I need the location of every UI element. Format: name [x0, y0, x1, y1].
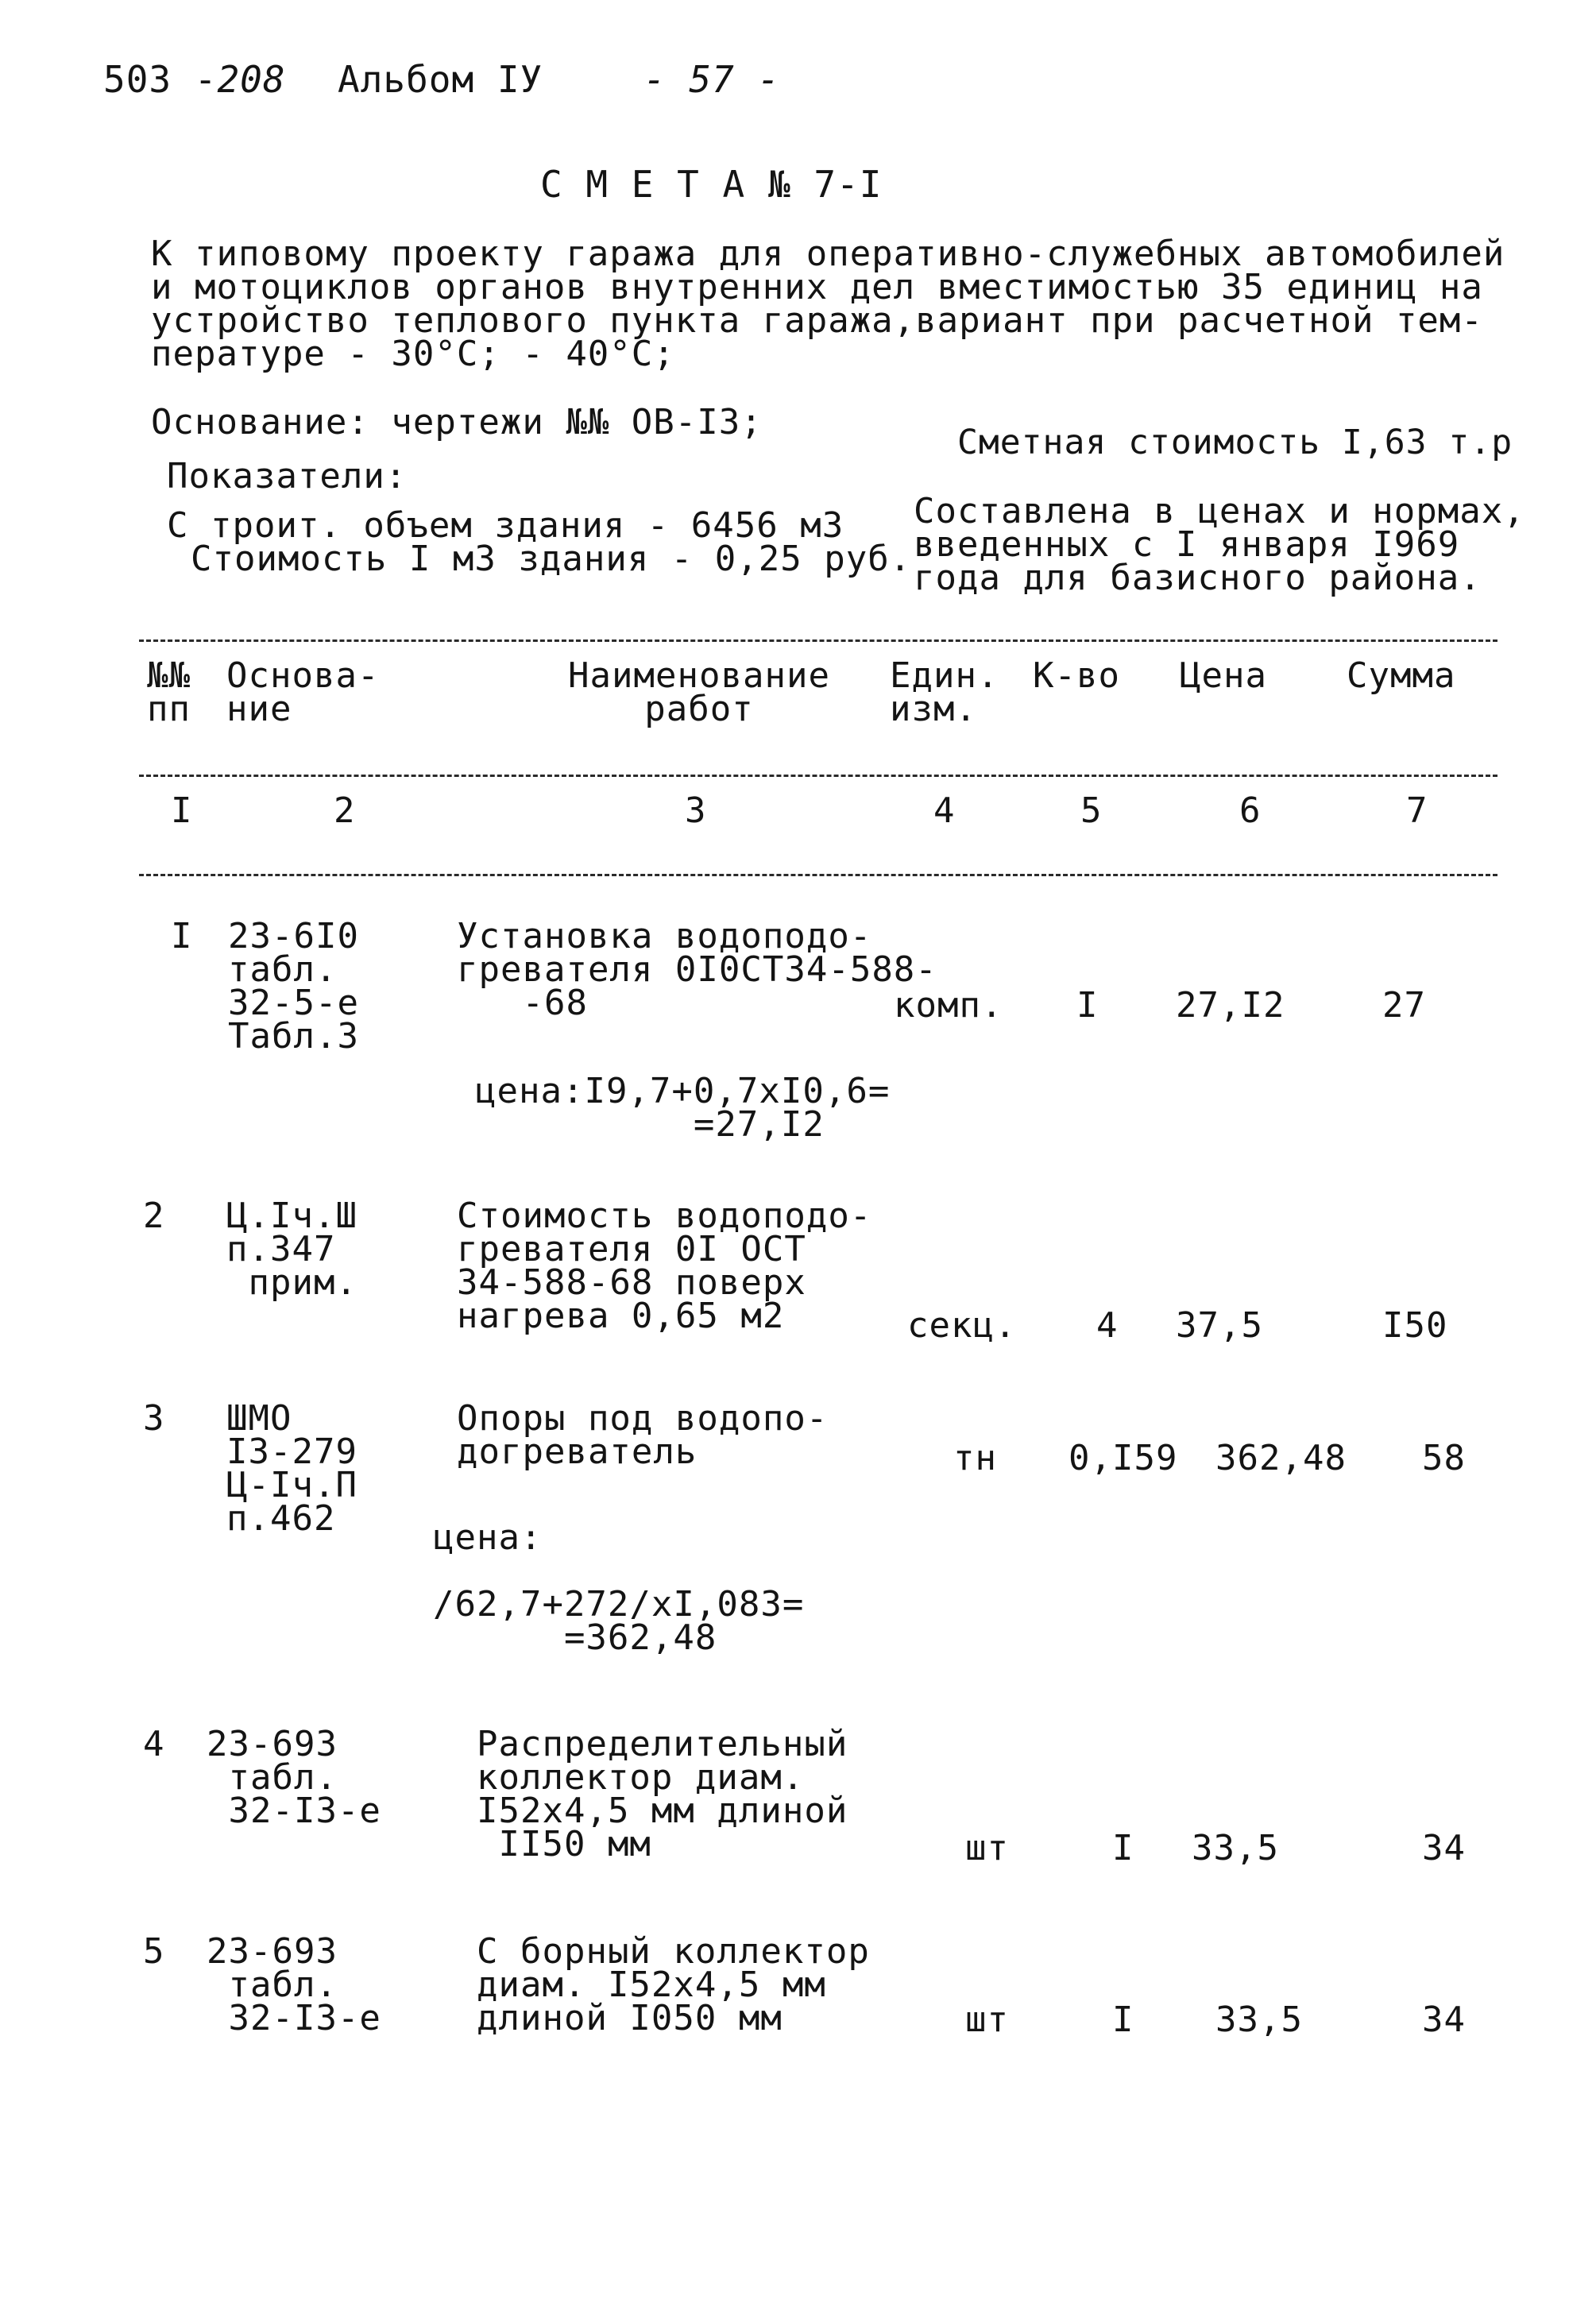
- row-1-price: 27,I2: [1176, 985, 1285, 1026]
- row-3-name: Опоры под водопо- догреватель: [457, 1398, 829, 1472]
- row-5-no: 5: [143, 1931, 165, 1972]
- row-2-no: 2: [143, 1196, 165, 1236]
- header-col-7: Сумма: [1347, 655, 1456, 696]
- header-bottom-rule: [139, 775, 1497, 777]
- indicators-label: Показатели:: [167, 456, 408, 497]
- intro-line-3: устройство теплового пункта гаража,вариант при расчетной тем-: [151, 300, 1483, 341]
- row-1-name: Установка водоподо- гревателя 0I0СТ34-588- -68: [457, 916, 937, 1023]
- row-5-basis: 23-693 табл. 32-I3-е: [207, 1931, 381, 2038]
- row-2-unit: секц.: [907, 1305, 1017, 1346]
- header-col-6: Цена: [1180, 655, 1267, 696]
- prices-note-1: Составлена в ценах и нормах,: [914, 491, 1525, 531]
- row-3-sum: 58: [1422, 1438, 1466, 1478]
- doc-series: 503 -208: [103, 58, 286, 101]
- estimated-cost: Сметная стоимость I,63 т.р: [957, 423, 1513, 462]
- row-1-note: цена:I9,7+0,7хI0,6= =27,I2: [475, 1071, 891, 1145]
- header-col-2: Основа- ние: [226, 655, 380, 729]
- row-4-price: 33,5: [1192, 1828, 1279, 1868]
- row-1-qty: I: [1076, 985, 1099, 1026]
- album-label: Альбом IУ: [338, 58, 543, 101]
- row-1-no: I: [171, 916, 193, 956]
- row-5-unit: шт: [965, 2000, 1009, 2040]
- row-2-basis: Ц.Iч.Ш п.347 прим.: [226, 1196, 357, 1303]
- col-number-5: 5: [1080, 790, 1103, 831]
- intro-line-1: К типовому проекту гаража для оперативно-служебных автомобилей: [151, 234, 1505, 274]
- row-1-sum: 27: [1382, 985, 1426, 1026]
- indicator-volume: С троит. объем здания - 6456 м3: [167, 505, 844, 546]
- row-2-sum: I50: [1382, 1305, 1448, 1346]
- row-4-unit: шт: [965, 1828, 1009, 1868]
- header-col-3: Наименование работ: [568, 655, 830, 729]
- col-number-1: I: [171, 790, 193, 831]
- header-col-1: №№ пп: [147, 655, 191, 729]
- row-1-basis: 23-6I0 табл. 32-5-е Табл.3: [228, 916, 359, 1057]
- row-4-no: 4: [143, 1724, 165, 1764]
- row-3-price: 362,48: [1215, 1438, 1347, 1478]
- column-numbers-rule: [139, 874, 1497, 876]
- col-number-6: 6: [1239, 790, 1262, 831]
- row-5-qty: I: [1112, 2000, 1134, 2040]
- header-col-4: Един. изм.: [890, 655, 999, 729]
- row-2-name: Стоимость водоподо- гревателя 0I ОСТ 34-588-68 поверх нагрева 0,65 м2: [457, 1196, 872, 1336]
- page-number: - 57 -: [643, 58, 781, 101]
- row-3-unit: тн: [953, 1438, 997, 1478]
- row-4-sum: 34: [1422, 1828, 1466, 1868]
- row-5-sum: 34: [1422, 2000, 1466, 2040]
- row-2-price: 37,5: [1176, 1305, 1263, 1346]
- col-number-7: 7: [1406, 790, 1428, 831]
- indicator-unit-cost: Стоимость I м3 здания - 0,25 руб.: [191, 539, 912, 579]
- row-4-name: Распределительный коллектор диам. I52х4,5 мм длиной II50 мм: [477, 1724, 848, 1864]
- row-2-qty: 4: [1096, 1305, 1119, 1346]
- row-3-note: цена: /62,7+272/хI,083= =362,48: [433, 1517, 805, 1658]
- prices-note-2: введенных с I января I969: [914, 524, 1460, 565]
- col-number-2: 2: [334, 790, 356, 831]
- table-top-rule: [139, 639, 1497, 642]
- intro-line-2: и мотоциклов органов внутренних дел вместимостью 35 единиц на: [151, 267, 1483, 307]
- row-5-price: 33,5: [1215, 2000, 1303, 2040]
- row-3-qty: 0,I59: [1069, 1438, 1178, 1478]
- page-title: С М Е Т А № 7-I: [540, 163, 883, 206]
- prices-note-3: года для базисного района.: [914, 558, 1482, 598]
- header-col-5: К-во: [1033, 655, 1120, 696]
- row-5-name: С борный коллектор диам. I52х4,5 мм длиной I050 мм: [477, 1931, 870, 2038]
- row-4-basis: 23-693 табл. 32-I3-е: [207, 1724, 381, 1831]
- row-1-unit: комп.: [894, 985, 1003, 1026]
- basis-line: Основание: чертежи №№ ОВ-I3;: [151, 402, 763, 442]
- row-4-qty: I: [1112, 1828, 1134, 1868]
- row-3-no: 3: [143, 1398, 165, 1439]
- intro-line-4: пературе - 30°С; - 40°С;: [151, 334, 675, 374]
- col-number-4: 4: [933, 790, 956, 831]
- col-number-3: 3: [685, 790, 707, 831]
- row-3-basis: ШМО I3-279 Ц-Iч.П п.462: [226, 1398, 357, 1539]
